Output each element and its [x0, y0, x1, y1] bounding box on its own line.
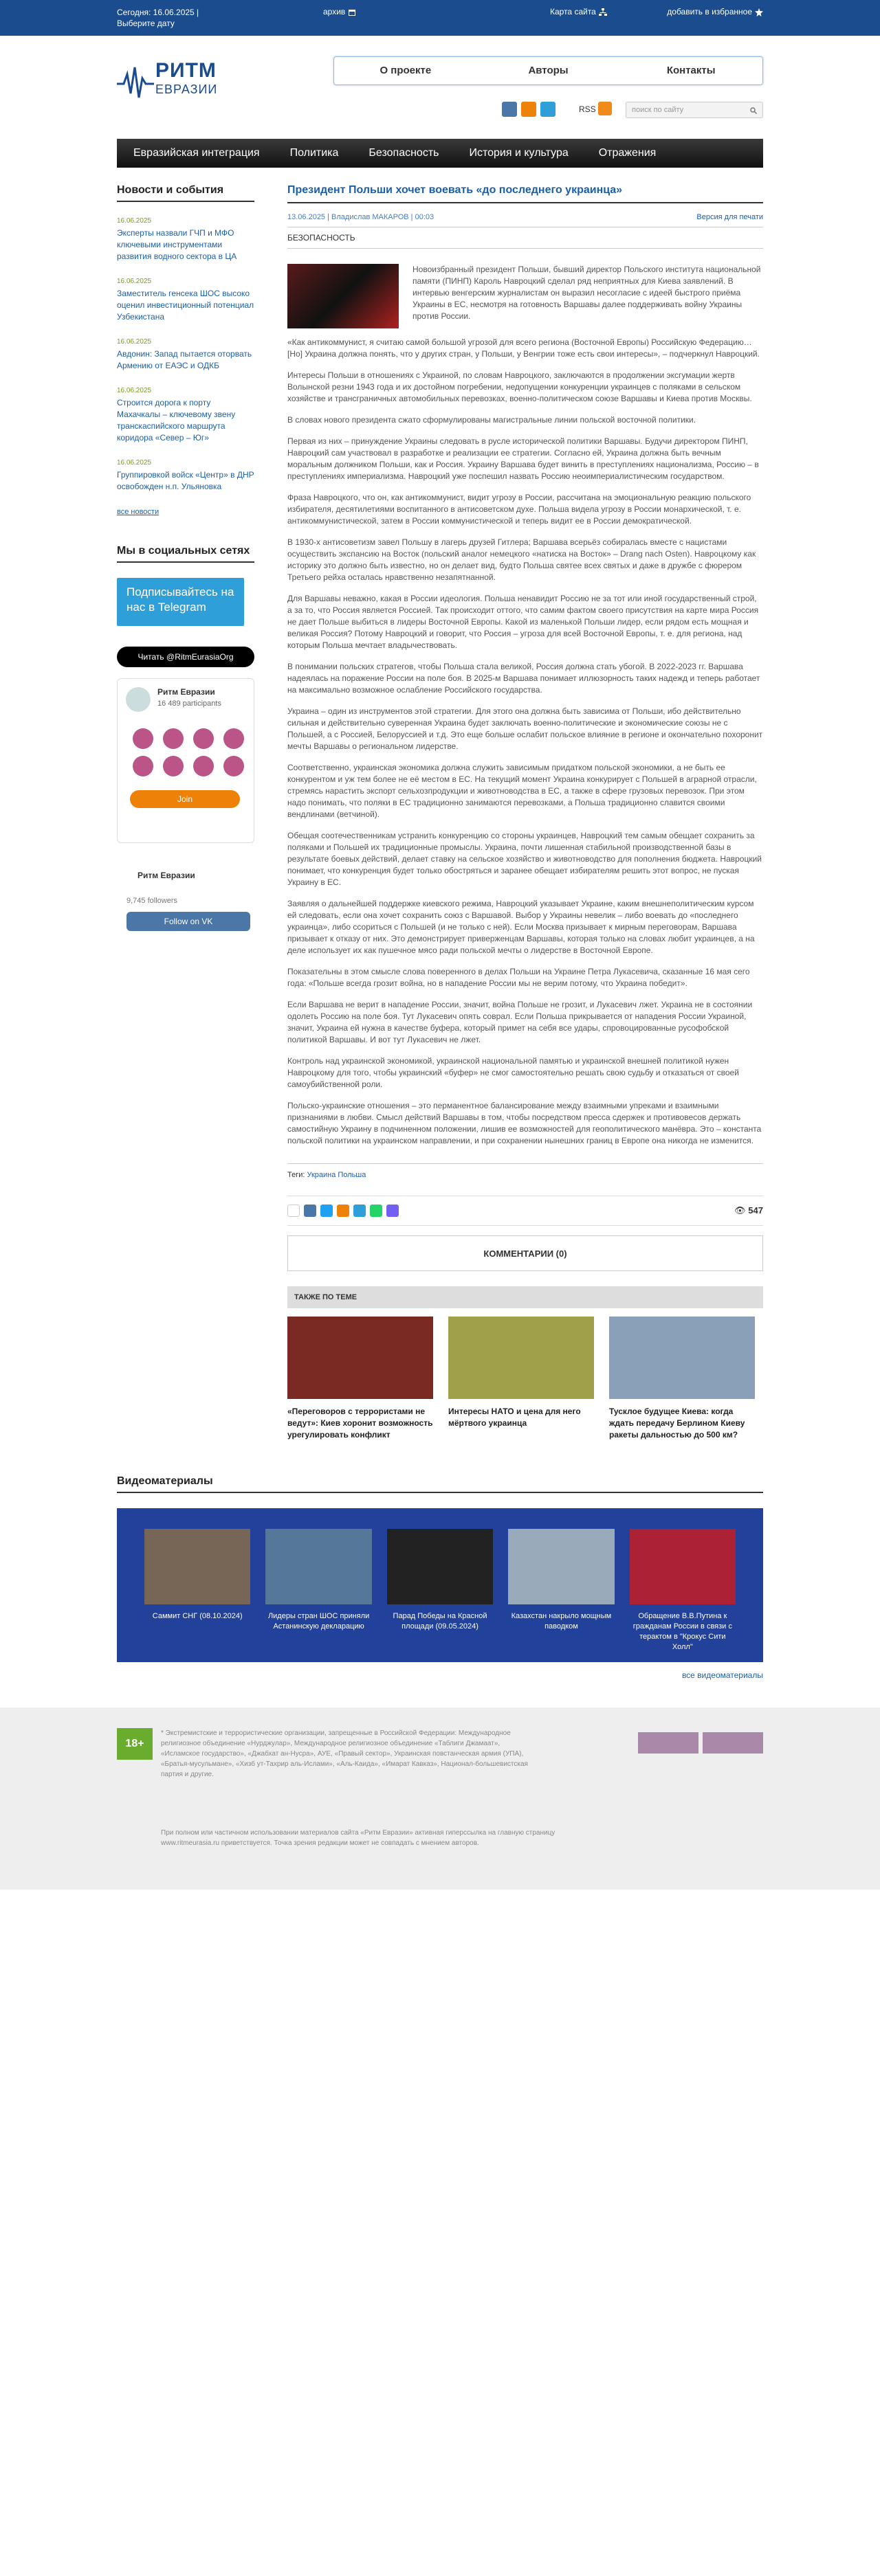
news-link[interactable]: Строится дорога к порту Махачкалы – ключевому звену транскаспийского маршрута коридора «Север – Юг»: [117, 398, 236, 443]
nav-eurasian-integration[interactable]: Евразийская интеграция: [133, 147, 260, 159]
counters: [638, 1732, 763, 1754]
current-date: Сегодня: 16.06.2025 | Выберите дату: [117, 8, 199, 28]
star-icon: [755, 8, 763, 16]
news-heading: Новости и события: [117, 184, 254, 202]
article-tags: Теги: Украина Польша: [287, 1163, 763, 1179]
news-item: 16.06.2025 Группировкой войск «Центр» в ДНР освобожден н.п. Ульяновка: [117, 459, 254, 491]
copyright: При полном или частичном использовании материалов сайта «Ритм Евразии» активная гиперссылка на главную страницу www.ritmeurasia.ru приветствуется. Точка зрения редакции может не совпадать с мнением авторов.: [161, 1829, 556, 1847]
footer: [0, 1707, 880, 1890]
share-count-icon: [287, 1205, 300, 1217]
vk-follow-button[interactable]: Follow on VK: [126, 912, 250, 931]
sitemap-icon: [599, 8, 607, 16]
article-meta: 13.06.2025 | Владислав МАКАРОВ | 00:03 Версия для печати: [287, 213, 763, 221]
news-item: 16.06.2025 Авдонин: Запад пытается оторвать Армению от ЕАЭС и ОДКБ: [117, 338, 252, 370]
vk-share-icon[interactable]: [304, 1205, 316, 1217]
pulse-logo-icon: [117, 62, 154, 103]
sidebar: [117, 184, 254, 1441]
sitemap-link[interactable]: Карта сайта: [550, 7, 607, 16]
telegram-banner[interactable]: Подписывайтесь на нас в Telegram: [117, 578, 244, 626]
related-block: ТАКЖЕ ПО ТЕМЕ «Переговоров с террористами не ведут»: Киев хоронит возможность урегулировать конфликт Интересы НАТО и цена для него мёртвого украинца Тусклое будущее Киева: когда ждать передачу Берлином Киеву ракеты дальностью до 500 км?: [287, 1286, 763, 1441]
whatsapp-share-icon[interactable]: [370, 1205, 382, 1217]
videos-section: Видеоматериалы Саммит СНГ (08.10.2024) Лидеры стран ШОС приняли Астанинскую декларацию Парад Победы на Красной площади (09.05.2024) Казахстан накрыло мощным паводком Обращение В.В.Путина к гражданам России в связи с терактом в "Крокус Сити Холл" все видеоматериалы: [117, 1475, 763, 1680]
add-favorite-link[interactable]: добавить в избранное: [667, 7, 763, 16]
news-link[interactable]: Авдонин: Запад пытается оторвать Армению от ЕАЭС и ОДКБ: [117, 349, 252, 370]
avatar: [126, 687, 151, 712]
telegram-share-icon[interactable]: [353, 1205, 366, 1217]
all-news-link[interactable]: все новости: [117, 508, 160, 516]
news-item: 16.06.2025 Заместитель генсека ШОС высоко оценил инвестиционный потенциал Узбекистана: [117, 278, 254, 322]
video-item[interactable]: Лидеры стран ШОС приняли Астанинскую декларацию: [265, 1529, 371, 1653]
nav-authors[interactable]: Авторы: [528, 65, 569, 76]
twitter-share-icon[interactable]: [320, 1205, 333, 1217]
related-item[interactable]: Тусклое будущее Киева: когда ждать передачу Берлином Киеву ракеты дальностью до 500 км?: [609, 1317, 755, 1441]
top-nav: [333, 56, 763, 85]
ok-widget: Ритм Евразии 16 489 participants Join: [117, 678, 254, 843]
vk-widget: Ритм Евразии 9,745 followers Follow on VK: [117, 871, 254, 931]
main-nav: [117, 139, 763, 168]
related-item[interactable]: Интересы НАТО и цена для него мёртвого украинца: [448, 1317, 594, 1441]
legal-notice: * Экстремистские и террористические организации, запрещенные в Российской Федерации: Международное религиозное объединение «Нурджулар», Международное религиозное объединение «Таблиги Джамаат», «Исламское государство», «Джабхат ан-Нусра», АУЕ, «Правый сектор», Украинская повстанческая армия (УПА), «Братья-мусульмане», «Хизб ут-Тахрир аль-Ислами», «Аль-Каида», «Имарат Кавказ», Национал-большевистская партия и другие.: [161, 1729, 528, 1778]
social-heading: Мы в социальных сетях: [117, 545, 254, 563]
print-link[interactable]: Версия для печати: [696, 213, 763, 221]
nav-contacts[interactable]: Контакты: [666, 65, 716, 76]
rss-icon[interactable]: [598, 102, 612, 115]
calendar-icon: [348, 8, 356, 16]
news-item: 16.06.2025 Эксперты назвали ГЧП и МФО ключевыми инструментами развития водного сектора в ЦА: [117, 217, 237, 261]
video-item[interactable]: Саммит СНГ (08.10.2024): [144, 1529, 250, 1653]
vk-icon[interactable]: [502, 102, 517, 117]
article-rubric: БЕЗОПАСНОСТЬ: [287, 227, 763, 249]
viber-share-icon[interactable]: [386, 1205, 399, 1217]
x-follow-button[interactable]: Читать @RitmEurasiaOrg: [117, 647, 254, 667]
video-item[interactable]: Парад Победы на Красной площади (09.05.2024): [387, 1529, 493, 1653]
top-bar: [0, 0, 880, 36]
site-logo[interactable]: РИТМ ЕВРАЗИИ: [117, 59, 234, 107]
nav-about[interactable]: О проекте: [380, 65, 432, 76]
news-link[interactable]: Группировкой войск «Центр» в ДНР освобожден н.п. Ульяновка: [117, 470, 254, 491]
article-lead: Новоизбранный президент Польши, бывший директор Польского института национальной памяти (ПИНП) Кароль Навроцкий сделал ряд неприятных для Киева заявлений. В интервью венгерским журналистам он выразил несогласие с идеей быстрого приёма Украины в ЕС, несмотря на готовность Варшавы далее поддерживать войну Украины против России.: [287, 264, 763, 328]
social-icons: [502, 102, 556, 117]
share-bar: [287, 1196, 763, 1226]
views-counter: 👁 547: [734, 1205, 763, 1216]
eye-icon: 👁: [734, 1205, 749, 1216]
video-item[interactable]: Казахстан накрыло мощным паводком: [508, 1529, 614, 1653]
age-badge: 18+: [117, 1728, 153, 1760]
ok-icon[interactable]: [521, 102, 536, 117]
video-item[interactable]: Обращение В.В.Путина к гражданам России в связи с терактом в "Крокус Сити Холл": [630, 1529, 736, 1653]
pick-date-link[interactable]: Выберите дату: [117, 19, 175, 28]
archive-link[interactable]: архив: [323, 7, 356, 16]
nav-history-culture[interactable]: История и культура: [469, 147, 569, 159]
article-title: Президент Польши хочет воевать «до последнего украинца»: [287, 184, 763, 203]
rss-label: RSS: [579, 104, 596, 114]
news-link[interactable]: Заместитель генсека ШОС высоко оценил инвестиционный потенциал Узбекистана: [117, 289, 254, 322]
counter-badge[interactable]: [703, 1732, 763, 1754]
news-link[interactable]: Эксперты назвали ГЧП и МФО ключевыми инструментами развития водного сектора в ЦА: [117, 228, 237, 261]
nav-politics[interactable]: Политика: [289, 147, 339, 159]
search-icon[interactable]: [750, 107, 757, 114]
member-avatars: [133, 728, 245, 776]
related-item[interactable]: «Переговоров с террористами не ведут»: Киев хоронит возможность урегулировать конфликт: [287, 1317, 433, 1441]
article-photo: [287, 264, 399, 328]
search-input[interactable]: поиск по сайту: [626, 102, 763, 118]
ok-join-button[interactable]: Join: [130, 790, 240, 808]
article-body: «Как антикоммунист, я считаю самой большой угрозой для всего региона (Восточной Европы) Российскую Федерацию…[Но] Украина должна понять, что у других стран, у Польши, у Венгрии тоже есть свои интересы», – подчеркнул Навроцкий. Интересы Польши в отношениях с Украиной, по словам Навроцкого, заключаются в продолжении эксгумации жертв Волынской резни 1943 года и их достойном погребении, недопущении конкуренции украинцев с поляками в сельском хозяйстве и трансграничных автомобильных перевозках, военно-политическом союзе Варшавы и Киева против Москвы. В словах нового президента сжато сформулированы магистральные линии польской восточной политики. Первая из них – принуждение Украины следовать в русле исторической политики Варшавы. Будучи директором ПИНП, Навроцкий сам участвовал в разработке и реализации ее стратегии. Согласно ей, Украина должна быть вечным моральным должником Польши, как и Россия. Украину Варшава будет винить в преступлениях национализма, Россию – в преступлениях империализма. Навроцкий уже поспешил назвать Россию неоимпериалистическим государством. Фраза Навроцкого, что он, как антикоммунист, видит угрозу в России, рассчитана на эмоциональную реакцию польского избирателя, десятилетиями воспитанного в антисоветском духе. Польша видела угрозу в России монархической, т. е. антикоммунистической, затем в России коммунистической и теперь видит ее в России демократической. В 1930-х антисоветизм завел Польшу в лагерь друзей Гитлера; Варшава всерьёз собиралась вместе с нацистами осуществить экспансию на Восток (польский аналог немецкого «натиска на Восток» – Drang nach Osten). Навроцкому как историку это должно быть известно, но он делает вид, будто Польша святее всех святых и даже в дружбе с фюрером Третьего рейха осталась нравственно незапятнанной. Для Варшавы неважно, какая в России идеология. Польша ненавидит Россию не за тот или иной государственный строй, а за то, что Россия является Россией. Так происходит оттого, что самим фактом своего присутствия на карте мира Россия не дает Польше выбиться в лидеры Восточной Европы. Какой из маленькой Польши лидер, если рядом есть мощная и великая Россия? Потому Навроцкий и говорит, что Россия – угроза для всей Восточной Европы, т. е. для региона, над которым Польша мечтает владычествовать. В понимании польских стратегов, чтобы Польша стала великой, Россия должна стать убогой. В 2022-2023 гг. Варшава надеялась на поражение России на поле боя. В 2025-м Варшава понимает иллюзорность таких надежд и теперь работает на максимально возможное ослабление Российского государства. Украина – один из инструментов этой стратегии. Для этого она должна быть зависима от Польши, ибо действительно сильная и действительно суверенная Украина будет заключать военно-политические и экономические союзы не с Польшей, а с Россией, Белоруссией и т.д. Это еще больше ослабит польское влияние в регионе и окончательно похоронит мечты Варшавы о региональном лидерстве. Соответственно, украинская экономика должна служить зависимым придатком польской экономики, а не быть ее конкурентом и уж тем более не её местом в ЕС. На текущий момент Украина конкурирует с Польшей в аграрной отрасли, стремясь нарастить экспорт сельхозпродукции и животноводства в ЕС, а также в сфере грузовых перевозок. При этом надо понимать, что поляки в ЕС традиционно занимаются перевозками, а Польша традиционно славится своими вендлинами (ветчиной). Обещая соотечественникам устранить конкуренцию со стороны украинцев, Навроцкий тем самым обещает сохранить за поляками и Польшей их традиционные промыслы. Украина, почти лишенная стабильной производственной базы в результате боевых действий, делает ставку на сельское хозяйство и животноводство для пополнения бюджета. Навроцкий понимает, что конкуренция будет только обостряться и заранее обещает избирателям решить этот вопрос, не пуская Украину в ЕС. Заявляя о дальнейшей поддержке киевского режима, Навроцкий указывает Украине, каким внешнеполитическим курсом ей следовать, если она хочет сохранить союз с Варшавой. Выбор у Украины невелик – либо воевать до «последнего украинца», либо ссориться с Польшей (и не только с ней). Если Москва призывает к мирным переговорам, Варшава призывает к отказу от них. Это демонстрирует приверженцам Варшавы, которая только на словах любит украинцев, а на деле использует их как пушечное мясо ради польской мечты о лидерстве в Восточной Европе. Показательны в этом смысле слова поверенного в делах Польши на Украине Петра Лукасевича, сказанные 16 мая сего года: «Польше всегда грозит война, но в нападение России мы не верим потому, что Украина победит». Если Варшава не верит в нападение России, значит, война Польше не грозит, и Лукасевич лжет. Украина не в состоянии одолеть Россию на поле боя. Тут Лукасевич опять соврал. Если Польша прикрывается от нападения России Украиной, значит, Украина ей нужна в качестве буфера, который примет на себя все удары, спровоцированные русофобской политикой Варшавы. И вот тут Лукасевич не лжет. Контроль над украинской экономикой, украинской национальной памятью и украинской внешней политикой нужен Навроцкому для того, чтобы украинский «буфер» не смог самостоятельно решать свою судьбу и отказаться от своей самоубийственной роли. Польско-украинские отношения – это перманентное балансирование между взаимными упреками и взаимными признаниями в любви. Смысл действий Варшавы в том, чтобы посредством пресса сдержек и противовесов держать самостийную Украину в подчиненном положении, лишив ее возможностей для геополитического манёвра. Это – константа польской политики на украинском направлении, и при сохранении нынешних границ в Европе она никогда не изменится.: [287, 337, 763, 1145]
counter-badge[interactable]: [638, 1732, 698, 1754]
nav-reflections[interactable]: Отражения: [598, 147, 657, 159]
news-item: 16.06.2025 Строится дорога к порту Махачкалы – ключевому звену транскаспийского маршрута коридора «Север – Юг»: [117, 387, 236, 443]
all-videos-link[interactable]: все видеоматериалы: [681, 1670, 763, 1680]
ok-share-icon[interactable]: [337, 1205, 349, 1217]
nav-security[interactable]: Безопасность: [368, 147, 439, 159]
article: [287, 184, 763, 1441]
site-header: [117, 36, 763, 139]
telegram-icon[interactable]: [540, 102, 556, 117]
tag-links[interactable]: Украина Польша: [307, 1171, 366, 1179]
comments-button[interactable]: КОММЕНТАРИИ (0): [287, 1235, 763, 1271]
